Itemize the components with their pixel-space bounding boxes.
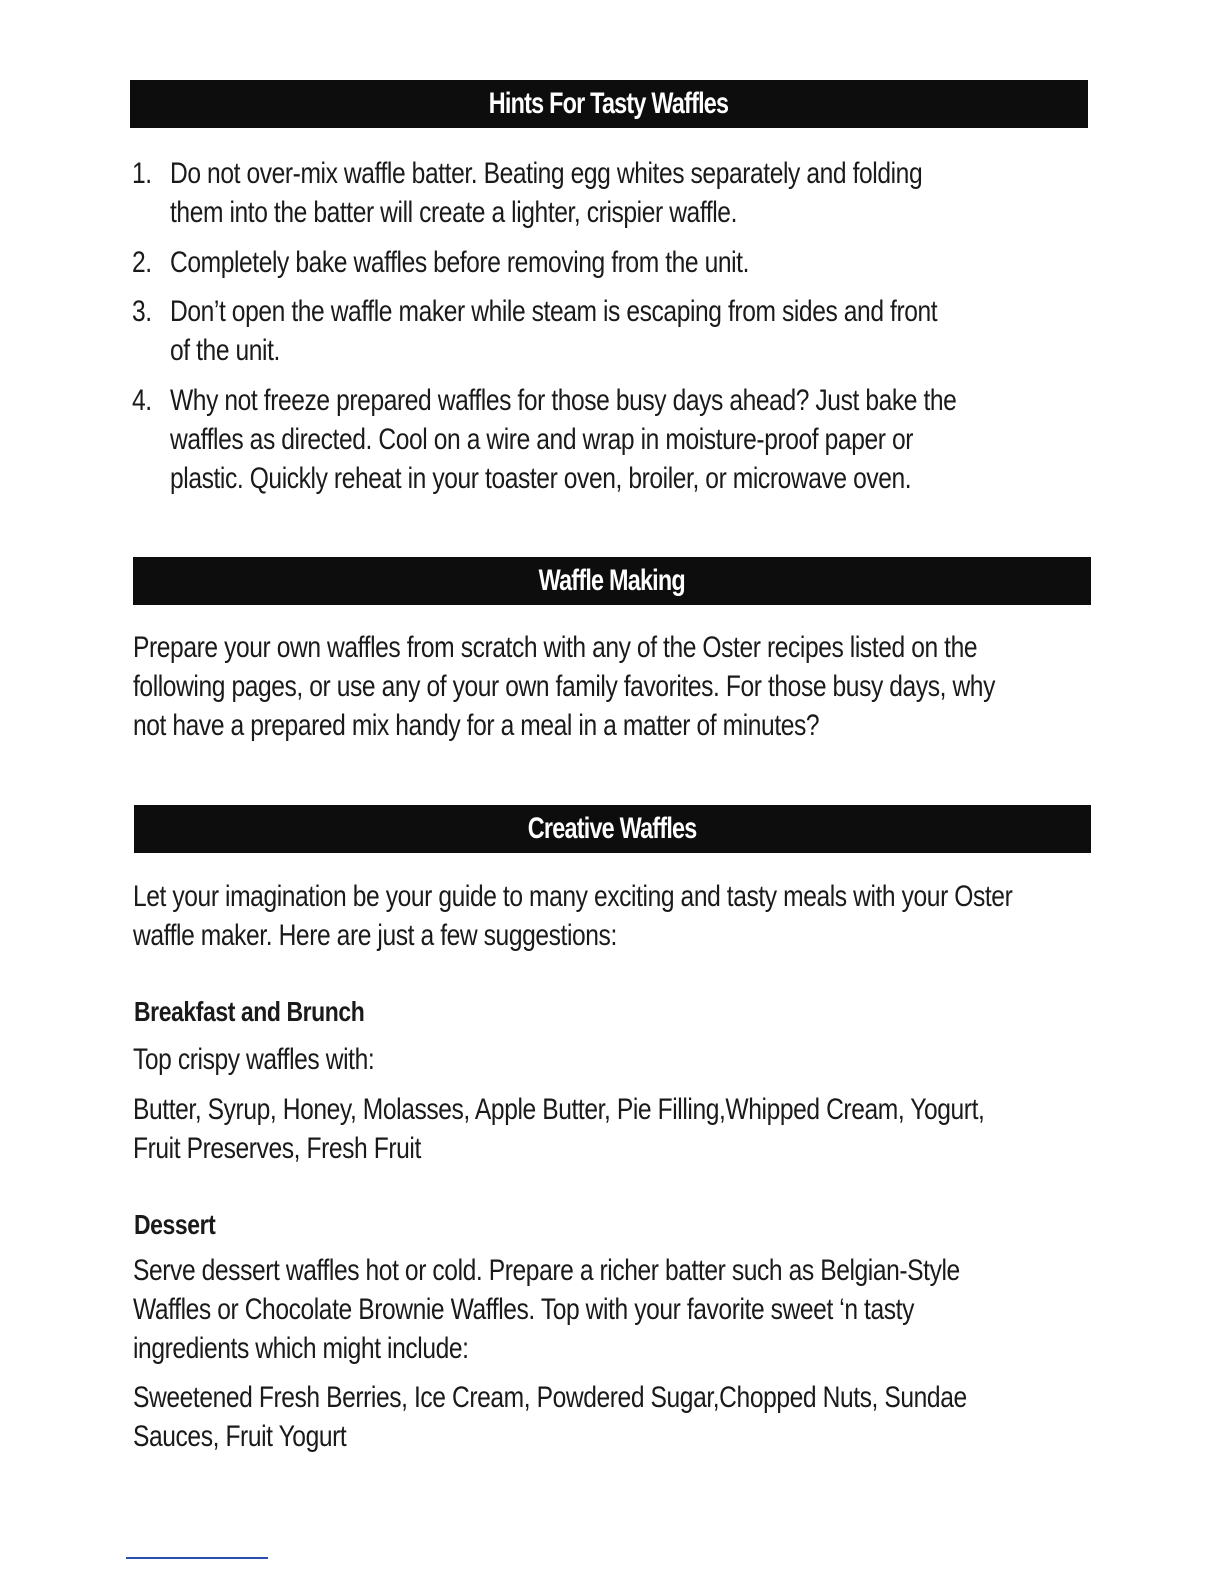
dessert-body-line: Serve dessert waffles hot or cold. Prepare a richer batter such as Belgian-Style	[133, 1254, 960, 1287]
hint-line: of the unit.	[170, 334, 280, 367]
hint-item-2	[132, 243, 1032, 282]
hint-line: plastic. Quickly reheat in your toaster oven, broiler, or microwave oven.	[170, 462, 912, 495]
dessert-body-line: ingredients which might include:	[133, 1332, 469, 1365]
dessert-body-line: Waffles or Chocolate Brownie Waffles. Top with your favorite sweet ‘n tasty	[133, 1293, 914, 1326]
waffle-making-line: Prepare your own waffles from scratch with any of the Oster recipes listed on the	[133, 631, 978, 664]
breakfast-heading: Breakfast and Brunch	[134, 996, 365, 1027]
dessert-toppings-line: Sauces, Fruit Yogurt	[133, 1420, 347, 1453]
hints-banner	[130, 80, 1088, 128]
waffle-making-line: following pages, or use any of your own family favorites. For those busy days, why	[133, 670, 995, 703]
dessert-toppings-line: Sweetened Fresh Berries, Ice Cream, Powdered Sugar,Chopped Nuts, Sundae	[133, 1381, 967, 1414]
breakfast-lead: Top crispy waffles with:	[133, 1043, 375, 1076]
hint-item-4	[132, 381, 1032, 498]
hint-line: Do not over-mix waffle batter. Beating egg whites separately and folding	[170, 157, 923, 190]
hint-item-3	[132, 292, 1032, 370]
creative-intro-line: Let your imagination be your guide to many exciting and tasty meals with your Oster	[133, 880, 1013, 913]
creative-title: Creative Waffles	[528, 812, 697, 845]
breakfast-toppings-line: Fruit Preserves, Fresh Fruit	[133, 1132, 421, 1165]
waffle-making-banner	[133, 557, 1091, 605]
hint-number: 3.	[132, 295, 152, 328]
hint-line: Completely bake waffles before removing from the unit.	[170, 246, 750, 279]
hint-number: 4.	[132, 384, 152, 417]
hint-line: Don’t open the waffle maker while steam is escaping from sides and front	[170, 295, 938, 328]
hint-number: 2.	[132, 246, 152, 279]
waffle-making-line: not have a prepared mix handy for a meal in a matter of minutes?	[133, 709, 820, 742]
hint-line: them into the batter will create a lighter, crispier waffle.	[170, 196, 737, 229]
breakfast-toppings-line: Butter, Syrup, Honey, Molasses, Apple Butter, Pie Filling,Whipped Cream, Yogurt,	[133, 1093, 985, 1126]
creative-intro-line: waffle maker. Here are just a few suggestions:	[133, 919, 617, 952]
hint-number: 1.	[132, 157, 152, 190]
hints-title: Hints For Tasty Waffles	[489, 87, 729, 120]
footer-rule	[126, 1557, 268, 1559]
hint-item-1	[132, 154, 1032, 232]
creative-banner	[134, 805, 1091, 853]
waffle-making-title: Waffle Making	[538, 564, 686, 597]
dessert-heading: Dessert	[134, 1209, 216, 1240]
hint-line: waffles as directed. Cool on a wire and wrap in moisture-proof paper or	[170, 423, 913, 456]
hint-line: Why not freeze prepared waffles for those busy days ahead? Just bake the	[170, 384, 957, 417]
